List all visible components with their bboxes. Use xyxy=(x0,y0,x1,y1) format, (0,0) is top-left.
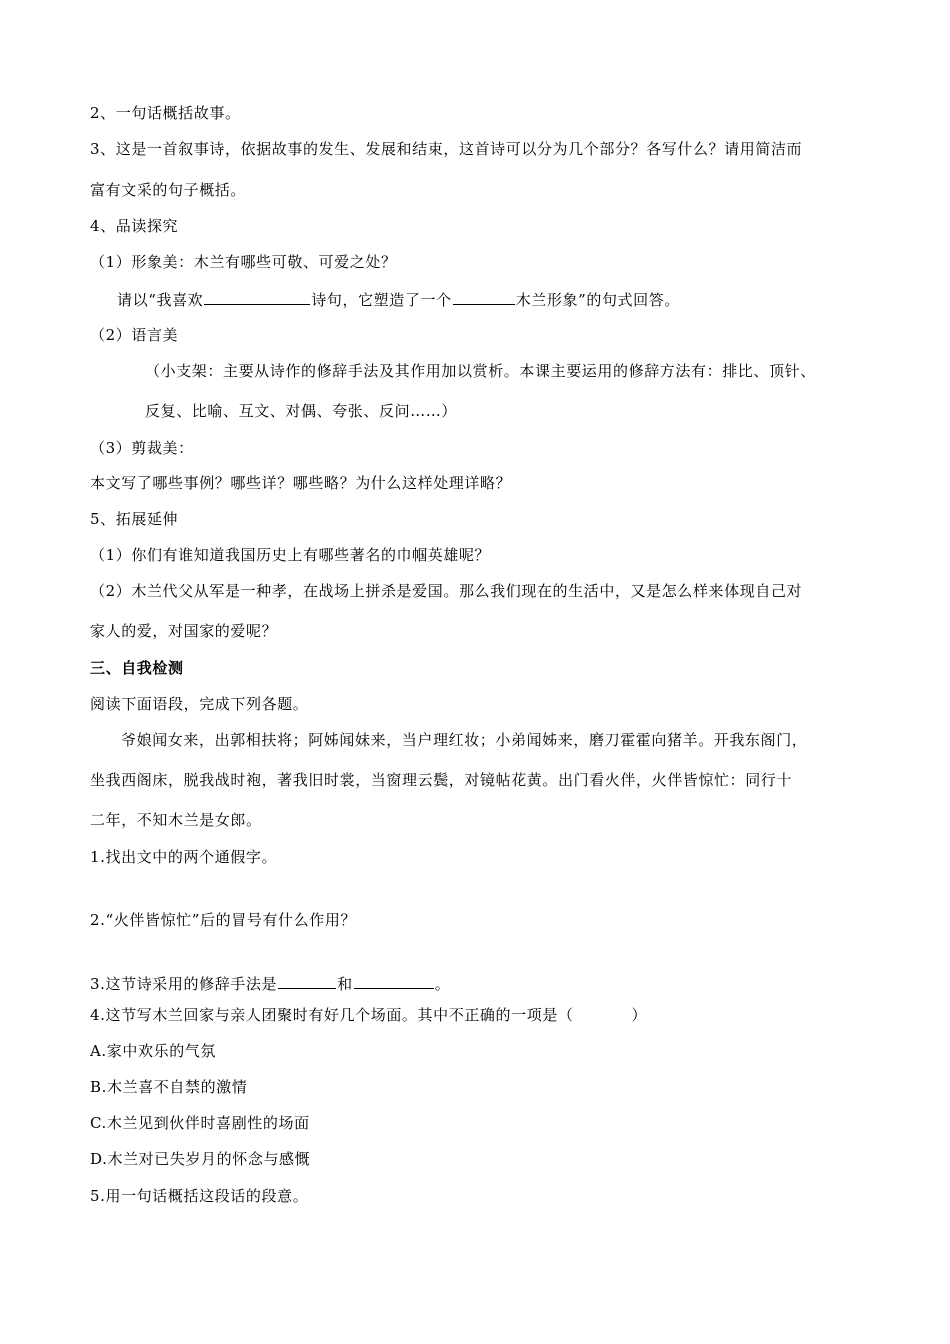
question-3-line1: 3、这是一首叙事诗，依据故事的发生、发展和结束，这首诗可以分为几个部分？各写什么？请用简洁而 xyxy=(90,140,803,158)
prompt-part-1: 请以“我喜欢 xyxy=(117,291,204,309)
task-4-part-1: 4.这节写木兰回家与亲人团聚时有好几个场面。其中不正确的一项是（ xyxy=(90,1006,574,1024)
task-2: 2.“火伴皆惊忙”后的冒号有什么作用？ xyxy=(90,911,357,929)
question-5-1: （1）你们有谁知道我国历史上有哪些著名的巾帼英雄呢？ xyxy=(90,546,491,564)
section-3-heading: 三、自我检测 xyxy=(90,659,184,677)
answer-blank-2[interactable] xyxy=(453,289,515,305)
question-5-2-line1: （2）木兰代父从军是一种孝，在战场上拼杀是爱国。那么我们现在的生活中，又是怎么样来体现自己对 xyxy=(90,582,803,600)
passage-line3: 二年，不知木兰是女郎。 xyxy=(90,811,262,829)
question-3-line2: 富有文采的句子概括。 xyxy=(90,181,247,199)
question-4-1: （1）形象美：木兰有哪些可敬、可爱之处？ xyxy=(90,253,397,271)
question-5-2-line2: 家人的爱，对国家的爱呢？ xyxy=(90,622,278,640)
task-3 xyxy=(90,973,450,994)
question-4-3-text: 本文写了哪些事例？哪些详？哪些略？为什么这样处理详略？ xyxy=(90,474,512,492)
question-4-1-prompt xyxy=(117,289,680,310)
question-2: 2、一句话概括故事。 xyxy=(90,104,241,122)
tip-line2: 反复、比喻、互文、对偶、夸张、反问……） xyxy=(145,402,458,420)
passage-line1: 爷娘闻女来，出郭相扶将；阿姊闻妹来，当户理红妆；小弟闻姊来，磨刀霍霍向猪羊。开我东阁门， xyxy=(121,731,808,749)
task-3-part-2: 和 xyxy=(337,975,353,993)
task-4 xyxy=(90,1005,647,1025)
passage-line2: 坐我西阁床，脱我战时袍，著我旧时裳，当窗理云鬓，对镜帖花黄。出门看火伴，火伴皆惊忙：同行十 xyxy=(90,771,793,789)
task-4-part-2: ） xyxy=(631,1006,648,1024)
task-3-part-1: 3.这节诗采用的修辞手法是 xyxy=(90,975,278,993)
option-c: C.木兰见到伙伴时喜剧性的场面 xyxy=(90,1114,310,1132)
task-5: 5.用一句话概括这段话的段意。 xyxy=(90,1187,309,1205)
task-1: 1.找出文中的两个通假字。 xyxy=(90,848,278,866)
question-4-heading: 4、品读探究 xyxy=(90,217,179,235)
option-a: A.家中欢乐的气氛 xyxy=(90,1042,217,1060)
answer-blank-1[interactable] xyxy=(204,289,310,305)
tip-line1: （小支架：主要从诗作的修辞手法及其作用加以赏析。本课主要运用的修辞方法有：排比、顶针、 xyxy=(145,362,816,380)
answer-blank-3[interactable] xyxy=(278,973,336,989)
question-4-2: （2）语言美 xyxy=(90,326,179,344)
question-5-heading: 5、拓展延伸 xyxy=(90,510,179,528)
option-d: D.木兰对已失岁月的怀念与感慨 xyxy=(90,1150,311,1168)
task-3-part-3: 。 xyxy=(434,975,451,993)
answer-blank-4[interactable] xyxy=(354,973,434,989)
prompt-part-2: 诗句，它塑造了一个 xyxy=(311,291,452,309)
option-b: B.木兰喜不自禁的激情 xyxy=(90,1078,248,1096)
reading-intro: 阅读下面语段，完成下列各题。 xyxy=(90,695,309,713)
prompt-part-3: 木兰形象”的句式回答。 xyxy=(515,291,680,309)
question-4-3: （3）剪裁美： xyxy=(90,439,194,457)
